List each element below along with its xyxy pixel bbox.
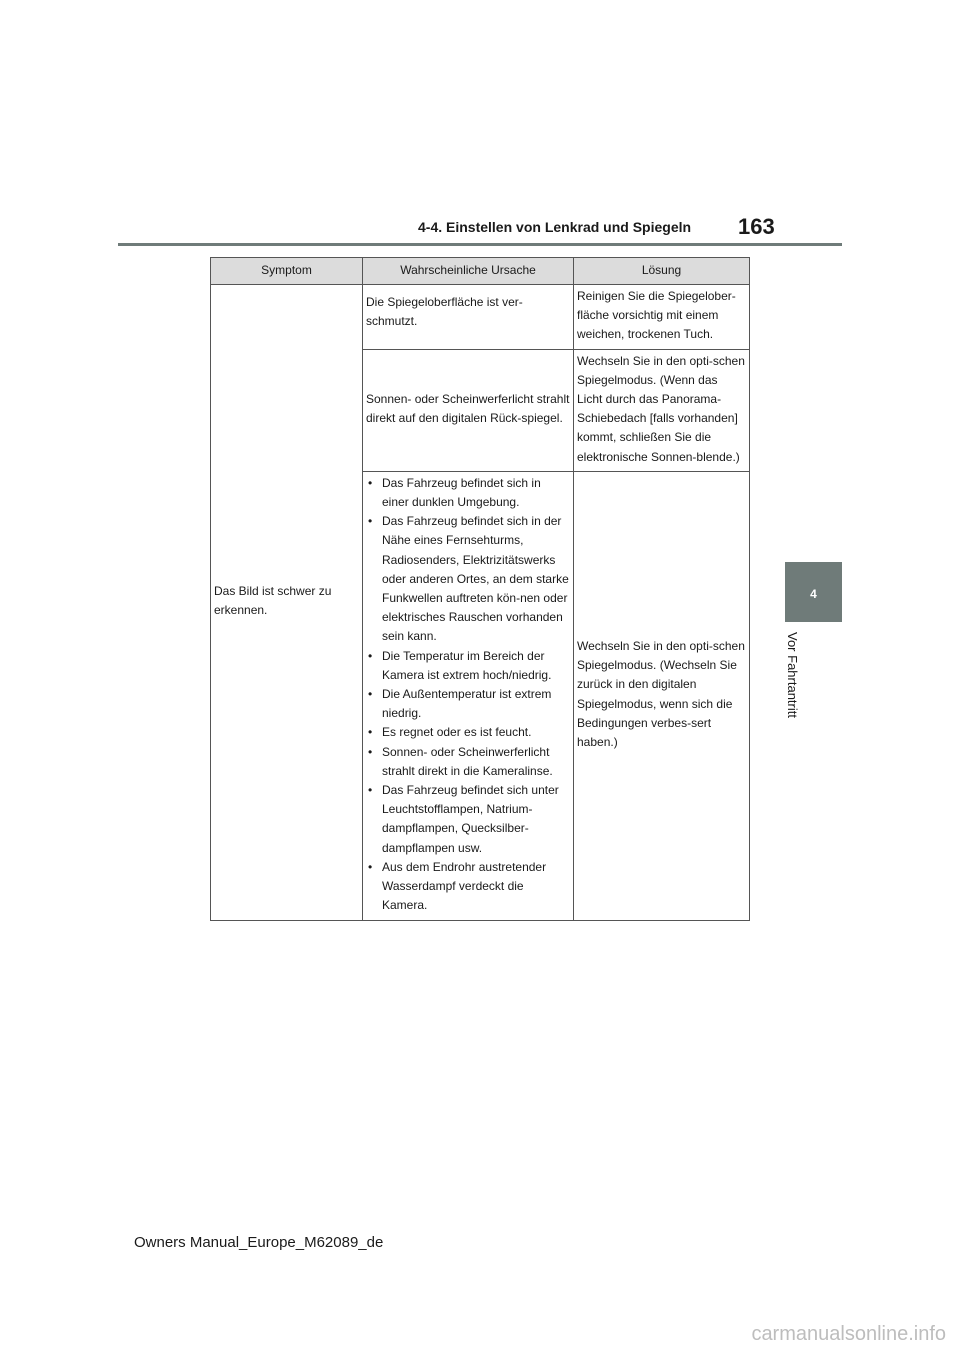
- solution-cell: Reinigen Sie die Spiegelober-fläche vorsichtig mit einem weichen, trockenen Tuch.: [574, 285, 750, 350]
- cause-cell: [363, 471, 574, 920]
- document-footer: Owners Manual_Europe_M62089_de: [134, 1234, 384, 1251]
- header-divider: [118, 243, 842, 246]
- list-item: • Aus dem Endrohr austretender Wasserdampf verdeckt die Kamera.: [382, 858, 570, 916]
- column-header-symptom: Symptom: [211, 258, 363, 285]
- list-item: • Die Außentemperatur ist extrem niedrig.: [382, 685, 570, 723]
- solution-cell: Wechseln Sie in den opti-schen Spiegelmodus. (Wenn das Licht durch das Panorama-Schiebedach [falls vorhanden] kommt, schließen Sie die elektronische Sonnen-blende.): [574, 349, 750, 471]
- column-header-solution: Lösung: [574, 258, 750, 285]
- cause-cell: Die Spiegeloberfläche ist ver-schmutzt.: [363, 285, 574, 350]
- list-item: • Das Fahrzeug befindet sich in einer dunklen Umgebung.: [382, 474, 570, 512]
- column-header-cause: Wahrscheinliche Ursache: [363, 258, 574, 285]
- list-item: • Das Fahrzeug befindet sich unter Leuchtstofflampen, Natrium-dampflampen, Quecksilber-dampflampen usw.: [382, 781, 570, 858]
- chapter-title: Vor Fahrtantritt: [785, 632, 800, 718]
- section-title: 4-4. Einstellen von Lenkrad und Spiegeln: [418, 219, 692, 235]
- cause-cell: Sonnen- oder Scheinwerferlicht strahlt direkt auf den digitalen Rück-spiegel.: [363, 349, 574, 471]
- list-item: • Die Temperatur im Bereich der Kamera ist extrem hoch/niedrig.: [382, 647, 570, 685]
- cause-list: [366, 474, 570, 916]
- chapter-number: 4: [810, 587, 817, 601]
- list-item: • Es regnet oder es ist feucht.: [382, 723, 570, 742]
- table-row: [211, 285, 750, 350]
- watermark: carmanualsonline.info: [751, 1323, 946, 1345]
- table-header-row: [211, 258, 750, 285]
- chapter-title-vertical: [785, 632, 815, 732]
- list-item: • Sonnen- oder Scheinwerferlicht strahlt direkt in die Kameralinse.: [382, 743, 570, 781]
- chapter-tab: [785, 562, 842, 622]
- list-item: • Das Fahrzeug befindet sich in der Nähe eines Fernsehturms, Radiosenders, Elektrizitätswerks oder anderen Ortes, an dem starke Funkwellen auftreten kön-nen oder elektrisches Rauschen vorhanden sein kann.: [382, 512, 570, 646]
- symptom-cell: Das Bild ist schwer zu erkennen.: [211, 285, 363, 921]
- page-number: 163: [738, 214, 775, 239]
- solution-cell: Wechseln Sie in den opti-schen Spiegelmodus. (Wechseln Sie zurück in den digitalen Spiegelmodus, wenn sich die Bedingungen verbes-sert haben.): [574, 471, 750, 920]
- troubleshooting-table: [210, 257, 750, 921]
